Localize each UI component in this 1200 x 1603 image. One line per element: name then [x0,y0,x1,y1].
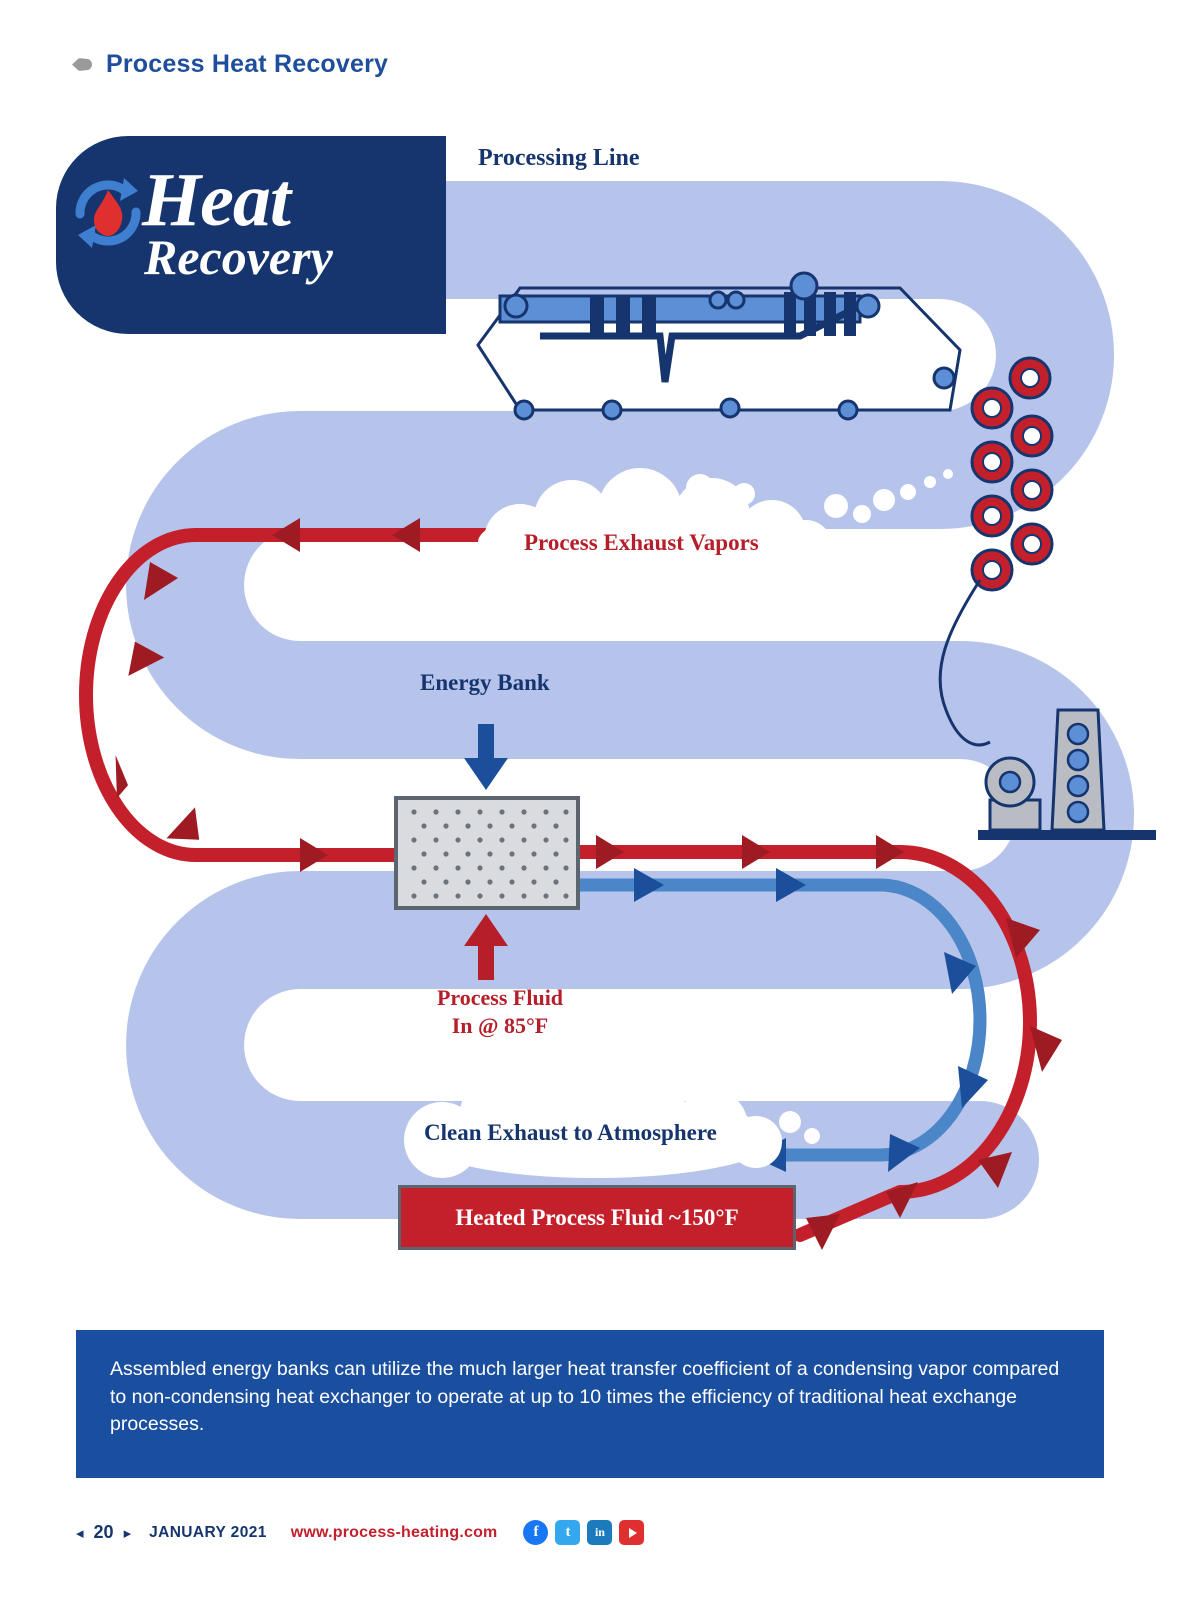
label-clean-exhaust: Clean Exhaust to Atmosphere [424,1120,717,1145]
linkedin-icon[interactable]: in [587,1520,612,1545]
caption-block: Assembled energy banks can utilize the much larger heat transfer coefficient of a condensing vapor compared to non-condensing heat exchanger to operate at up to 10 times the efficiency of traditional heat exchange processes. [76,1330,1104,1478]
page-header [72,50,388,79]
site-url-link[interactable]: www.process-heating.com [290,1523,498,1541]
logo-line-1: Heat [142,158,290,242]
left-caret-icon[interactable]: ◂ [76,1524,84,1542]
play-triangle-icon [629,1528,637,1538]
youtube-icon[interactable] [619,1520,644,1545]
logo-line-2: Recovery [144,228,333,285]
social-links [523,1520,644,1545]
issue-date: JANUARY 2021 [149,1523,267,1541]
label-process-fluid-in-line2: In @ 85°F [451,1012,549,1038]
label-heated-process-fluid: Heated Process Fluid ~150°F [398,1185,796,1250]
facebook-icon[interactable]: f [523,1520,548,1545]
page-title: Process Heat Recovery [106,50,389,78]
label-processing-line: Processing Line [478,145,640,171]
page-footer [76,1520,644,1545]
label-process-exhaust-vapors: Process Exhaust Vapors [524,530,759,555]
flame-recycle-icon [66,170,150,254]
label-process-fluid-in-line1: Process Fluid [436,985,564,1010]
bullet-arrow-icon [72,58,92,71]
label-process-fluid-in [410,984,590,1039]
right-caret-icon[interactable]: ▸ [123,1524,132,1542]
logo-text [142,158,333,285]
twitter-icon[interactable]: t [555,1520,580,1545]
heat-recovery-logo [56,136,446,334]
label-energy-bank: Energy Bank [420,670,550,695]
page-number: 20 [93,1522,114,1542]
